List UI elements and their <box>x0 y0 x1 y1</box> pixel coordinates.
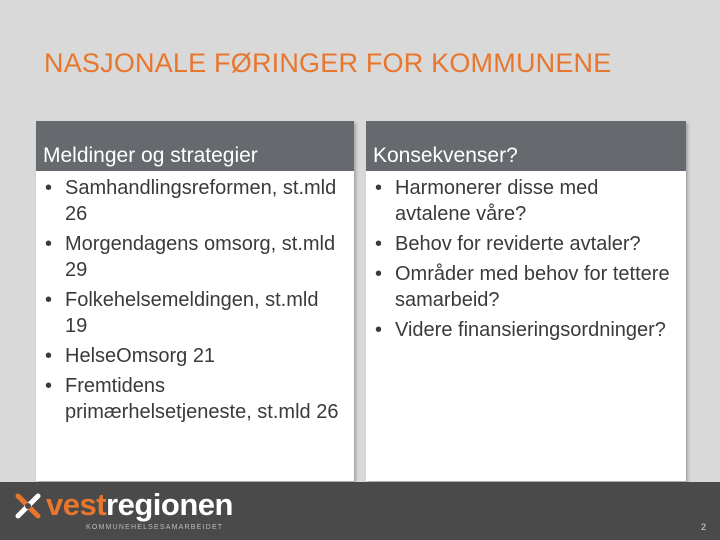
list-item: • Områder med behov for tettere samarbeid? <box>375 263 670 311</box>
consequences-heading: Konsekvenser? <box>366 121 686 171</box>
slide-title: NASJONALE FØRINGER FOR KOMMUNENE <box>44 48 612 78</box>
bullet-icon: • <box>375 319 383 341</box>
list-item: • Morgendagens omsorg, st.mld 29 <box>45 233 336 281</box>
list-item: • Behov for reviderte avtaler? <box>375 233 641 255</box>
strategies-box <box>36 121 354 481</box>
bullet-icon: • <box>45 345 53 367</box>
strategies-heading: Meldinger og strategier <box>36 121 354 171</box>
bullet-icon: • <box>375 263 383 285</box>
star-cross-icon <box>10 488 46 524</box>
bullet-icon: • <box>45 375 53 397</box>
footer-bar <box>0 482 720 540</box>
consequences-box <box>366 121 686 481</box>
list-item: • Folkehelsemeldingen, st.mld 19 <box>45 289 319 337</box>
logo-wordmark: vestregionen <box>46 487 233 522</box>
list-item: • Fremtidens primærhelsetjeneste, st.mld 26 <box>45 375 339 423</box>
strategies-list <box>36 171 354 425</box>
list-item: • Harmonerer disse med avtalene våre? <box>375 177 599 225</box>
list-item: • HelseOmsorg 21 <box>45 345 216 367</box>
bullet-icon: • <box>45 177 53 199</box>
bullet-icon: • <box>45 289 53 311</box>
page-number: 2 <box>700 522 706 532</box>
list-item: • Videre finansieringsordninger? <box>375 319 666 341</box>
list-item: • Samhandlingsreformen, st.mld 26 <box>45 177 337 225</box>
bullet-icon: • <box>375 177 383 199</box>
logo-subtitle: KOMMUNEHELSESAMARBEIDET <box>86 524 224 531</box>
bullet-icon: • <box>375 233 383 255</box>
bullet-icon: • <box>45 233 53 255</box>
consequences-list <box>366 171 686 343</box>
